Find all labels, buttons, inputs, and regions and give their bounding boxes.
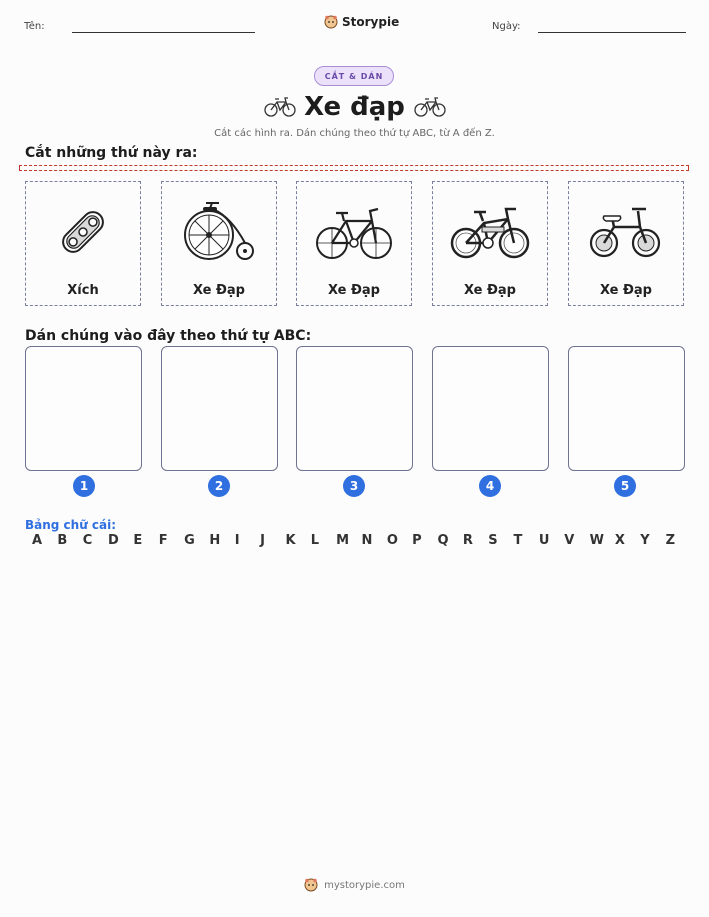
cut-card-1[interactable] <box>25 181 141 306</box>
cut-card-4[interactable] <box>432 181 548 306</box>
alphabet-row <box>32 533 691 548</box>
storypie-mascot-icon <box>304 878 318 892</box>
cut-card-3[interactable] <box>296 181 412 306</box>
cut-card-label: Xe Đạp <box>193 283 245 298</box>
slot-number-5: 5 <box>614 475 636 497</box>
footer <box>0 878 709 892</box>
alphabet-letter: I <box>234 533 240 548</box>
alphabet-letter: Q <box>437 533 449 548</box>
date-line[interactable] <box>538 32 686 33</box>
date-label: Ngày: <box>492 21 521 32</box>
cut-card-5[interactable] <box>568 181 684 306</box>
alphabet-letter: N <box>361 533 373 548</box>
alphabet-letter: A <box>32 533 43 548</box>
bicycle-icon <box>314 197 394 267</box>
alphabet-letter: S <box>488 533 498 548</box>
brand-name: Storypie <box>342 15 400 29</box>
cut-card-label: Xe Đạp <box>464 283 516 298</box>
cut-guide-line <box>19 165 689 171</box>
alphabet-letter: Y <box>640 533 650 548</box>
alphabet-letter: J <box>260 533 265 548</box>
alphabet-letter: T <box>513 533 523 548</box>
alphabet-letter: H <box>209 533 221 548</box>
alphabet-letter: M <box>336 533 350 548</box>
alphabet-letter: E <box>133 533 143 548</box>
alphabet-letter: G <box>184 533 195 548</box>
alphabet-letter: V <box>564 533 575 548</box>
mountain-bike-icon <box>450 197 530 267</box>
slot-number-4: 4 <box>479 475 501 497</box>
balance-bike-icon <box>588 197 664 267</box>
name-label: Tên: <box>24 21 45 32</box>
bike-chain-icon <box>51 197 115 267</box>
title-bicycle-icon-right <box>414 94 446 118</box>
alphabet-letter: W <box>589 533 604 548</box>
penny-farthing-icon <box>179 197 259 267</box>
paste-slot-5[interactable] <box>568 346 685 471</box>
cut-card-2[interactable] <box>161 181 277 306</box>
storypie-logo <box>324 15 399 29</box>
page-title: Xe đạp <box>304 92 405 122</box>
alphabet-letter: D <box>108 533 119 548</box>
alphabet-letter: K <box>285 533 296 548</box>
paste-slot-2[interactable] <box>161 346 278 471</box>
footer-site[interactable]: mystorypie.com <box>324 879 405 891</box>
alphabet-letter: L <box>310 533 320 548</box>
alphabet-heading: Bảng chữ cái: <box>25 518 117 532</box>
alphabet-letter: U <box>538 533 550 548</box>
cut-card-label: Xích <box>67 283 99 298</box>
paste-heading: Dán chúng vào đây theo thứ tự ABC: <box>25 328 312 344</box>
alphabet-letter: C <box>82 533 93 548</box>
slot-number-1: 1 <box>73 475 95 497</box>
alphabet-letter: Z <box>665 533 676 548</box>
name-line[interactable] <box>72 32 255 33</box>
slot-number-3: 3 <box>343 475 365 497</box>
cut-card-label: Xe Đạp <box>600 283 652 298</box>
alphabet-letter: B <box>57 533 68 548</box>
paste-slot-1[interactable] <box>25 346 142 471</box>
alphabet-letter: P <box>412 533 422 548</box>
slot-number-2: 2 <box>208 475 230 497</box>
paste-slot-3[interactable] <box>296 346 413 471</box>
activity-badge: CẮT & DÁN <box>314 66 394 86</box>
alphabet-letter: F <box>158 533 168 548</box>
instructions: Cắt các hình ra. Dán chúng theo thứ tự ABC, từ A đến Z. <box>214 128 495 139</box>
alphabet-letter: X <box>614 533 625 548</box>
alphabet-letter: O <box>386 533 398 548</box>
alphabet-letter: R <box>462 533 473 548</box>
storypie-mascot-icon <box>324 15 338 29</box>
cut-card-label: Xe Đạp <box>328 283 380 298</box>
cut-heading: Cắt những thứ này ra: <box>25 145 198 161</box>
paste-slot-4[interactable] <box>432 346 549 471</box>
